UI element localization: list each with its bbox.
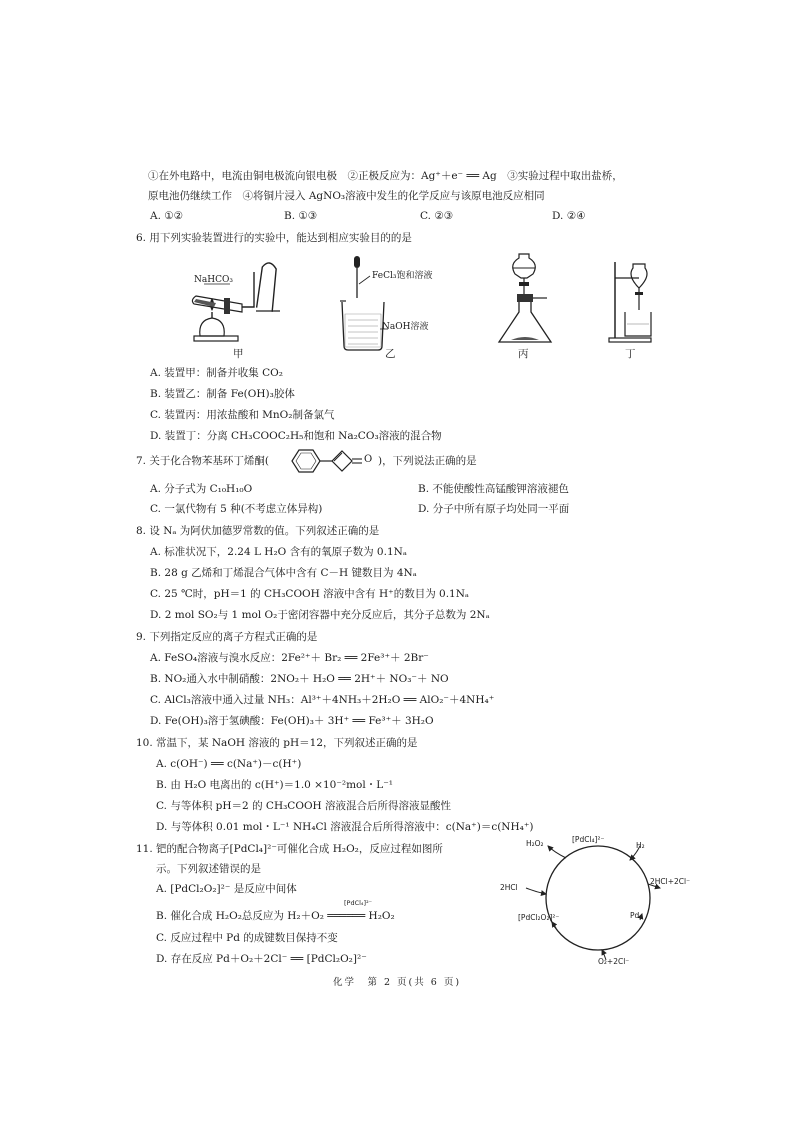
q7-option-c: C. 一氯代物有 5 种(不考虑立体异构) bbox=[150, 503, 323, 515]
q11-option-b: B. 催化合成 H₂O₂总反应为 H₂＋O₂ ══════ H₂O₂ bbox=[156, 910, 395, 922]
q6-option-c: C. 装置丙：用浓盐酸和 MnO₂制备氯气 bbox=[150, 409, 335, 421]
q6-option-d: D. 装置丁：分离 CH₃COOC₂H₅和饱和 Na₂CO₃溶液的混合物 bbox=[150, 430, 442, 442]
q5-option-d: D. ②④ bbox=[552, 210, 586, 222]
cycle-drawing bbox=[490, 832, 700, 968]
page-footer: 化学 第 2 页(共 6 页) bbox=[332, 977, 462, 988]
q9-option-c: C. AlCl₃溶液中通入过量 NH₃：Al³⁺＋4NH₃＋2H₂O ══ AlO₂⁻＋4NH₄⁺ bbox=[150, 694, 495, 706]
q7-option-b: B. 不能使酸性高锰酸钾溶液褪色 bbox=[418, 483, 569, 495]
apparatus-jia-figure bbox=[190, 254, 290, 354]
carbonyl-oxygen-label: O bbox=[364, 454, 373, 465]
q6-option-a: A. 装置甲：制备并收集 CO₂ bbox=[150, 367, 283, 379]
q5-option-c: C. ②③ bbox=[420, 210, 454, 222]
q10-option-b: B. 由 H₂O 电离出的 c(H⁺)＝1.0 ×10⁻²mol・L⁻¹ bbox=[156, 779, 393, 791]
q8-stem: 8. 设 Nₐ 为阿伏加德罗常数的值。下列叙述正确的是 bbox=[136, 525, 380, 537]
q11-option-d: D. 存在反应 Pd＋O₂＋2Cl⁻ ══ [PdCl₂O₂]²⁻ bbox=[156, 953, 367, 965]
apparatus-bing-figure bbox=[495, 250, 565, 350]
apparatus-yi-figure bbox=[340, 254, 460, 354]
q10-option-d: D. 与等体积 0.01 mol・L⁻¹ NH₄Cl 溶液混合后所得溶液中：c(Na⁺)＝c(NH₄⁺) bbox=[156, 821, 534, 833]
q8-option-a: A. 标准状况下，2.24 L H₂O 含有的氧原子数为 0.1Nₐ bbox=[150, 546, 407, 558]
label-yi: 乙 bbox=[385, 348, 396, 360]
cycle-pdcl4: [PdCl₄]²⁻ bbox=[572, 835, 605, 844]
q7-stem-start: 7. 关于化合物苯基环丁烯酮( bbox=[136, 455, 269, 467]
label-nahco3: NaHCO₃ bbox=[194, 275, 233, 285]
q5-statement-line1: ①在外电路中，电流由铜电极流向银电极 ②正极反应为：Ag⁺＋e⁻ ══ Ag ③实验过程中取出盐桥， bbox=[148, 170, 623, 182]
label-fecl3: FeCl₃饱和溶液 bbox=[372, 271, 433, 281]
cycle-bottom-in: O₂+2Cl⁻ bbox=[598, 957, 630, 966]
q5-option-b: B. ①③ bbox=[284, 210, 318, 222]
apparatus-yi-drawing bbox=[340, 254, 460, 354]
q11-option-a: A. [PdCl₂O₂]²⁻ 是反应中间体 bbox=[156, 883, 297, 895]
q7-option-a: A. 分子式为 C₁₀H₁₀O bbox=[150, 483, 253, 495]
cycle-right-out: 2HCl+2Cl⁻ bbox=[650, 877, 691, 886]
label-bing: 丙 bbox=[518, 348, 529, 360]
q6-stem: 6. 用下列实验装置进行的实验中，能达到相应实验目的的是 bbox=[136, 232, 412, 244]
q10-option-a: A. c(OH⁻) ══ c(Na⁺)－c(H⁺) bbox=[156, 758, 302, 770]
label-ding: 丁 bbox=[625, 348, 636, 360]
q6-option-b: B. 装置乙：制备 Fe(OH)₃胶体 bbox=[150, 388, 295, 400]
phenylcyclobutenone-structure bbox=[286, 448, 382, 474]
cycle-pdcl2o2: [PdCl₂O₂]²⁻ bbox=[518, 913, 560, 922]
q7-option-d: D. 分子中所有原子均处同一平面 bbox=[418, 503, 570, 515]
q8-option-c: C. 25 ℃时，pH＝1 的 CH₃COOH 溶液中含有 H⁺的数目为 0.1Nₐ bbox=[150, 588, 469, 600]
catalytic-cycle-diagram bbox=[490, 832, 700, 968]
q11-option-c: C. 反应过程中 Pd 的成键数目保持不变 bbox=[156, 932, 338, 944]
q8-option-b: B. 28 g 乙烯和丁烯混合气体中含有 C－H 键数目为 4Nₐ bbox=[150, 567, 417, 579]
q8-option-d: D. 2 mol SO₂与 1 mol O₂于密闭容器中充分反应后，其分子总数为 2Nₐ bbox=[150, 609, 490, 621]
catalyst-over-arrow: [PdCl₄]²⁻ bbox=[344, 899, 373, 907]
cycle-h2o2: H₂O₂ bbox=[526, 839, 544, 848]
q9-option-b: B. NO₂通入水中制硝酸：2NO₂＋ H₂O ══ 2H⁺＋ NO₃⁻＋ NO bbox=[150, 673, 449, 685]
q9-option-d: D. Fe(OH)₃溶于氢碘酸：Fe(OH)₃＋ 3H⁺ ══ Fe³⁺＋ 3H₂O bbox=[150, 715, 434, 727]
q5-option-a: A. ①② bbox=[150, 210, 184, 222]
q5-statement-line2: 原电池仍继续工作 ④将铜片浸入 AgNO₃溶液中发生的化学反应与该原电池反应相同 bbox=[148, 190, 545, 202]
q10-stem: 10. 常温下，某 NaOH 溶液的 pH＝12，下列叙述正确的是 bbox=[136, 737, 418, 749]
cycle-2hcl-in: 2HCl bbox=[500, 883, 518, 892]
q10-option-c: C. 与等体积 pH＝2 的 CH₃COOH 溶液混合后所得溶液显酸性 bbox=[156, 800, 452, 812]
label-naoh: NaOH溶液 bbox=[382, 322, 429, 332]
apparatus-bing-drawing bbox=[495, 250, 565, 350]
q11-stem-line1: 11. 钯的配合物离子[PdCl₄]²⁻可催化合成 H₂O₂，反应过程如图所 bbox=[136, 843, 443, 855]
apparatus-jia-drawing bbox=[190, 254, 290, 354]
cycle-h2: H₂ bbox=[636, 841, 645, 850]
apparatus-ding-drawing bbox=[605, 258, 665, 348]
q9-option-a: A. FeSO₄溶液与溴水反应：2Fe²⁺＋ Br₂ ══ 2Fe³⁺＋ 2Br⁻ bbox=[150, 652, 429, 664]
label-jia: 甲 bbox=[233, 348, 244, 360]
q7-stem-end: )，下列说法正确的是 bbox=[378, 455, 477, 467]
q11-stem-line2: 示。下列叙述错误的是 bbox=[156, 863, 261, 875]
apparatus-ding-figure bbox=[605, 258, 665, 348]
q9-stem: 9. 下列指定反应的离子方程式正确的是 bbox=[136, 631, 318, 643]
cycle-pd: Pd bbox=[630, 911, 640, 920]
